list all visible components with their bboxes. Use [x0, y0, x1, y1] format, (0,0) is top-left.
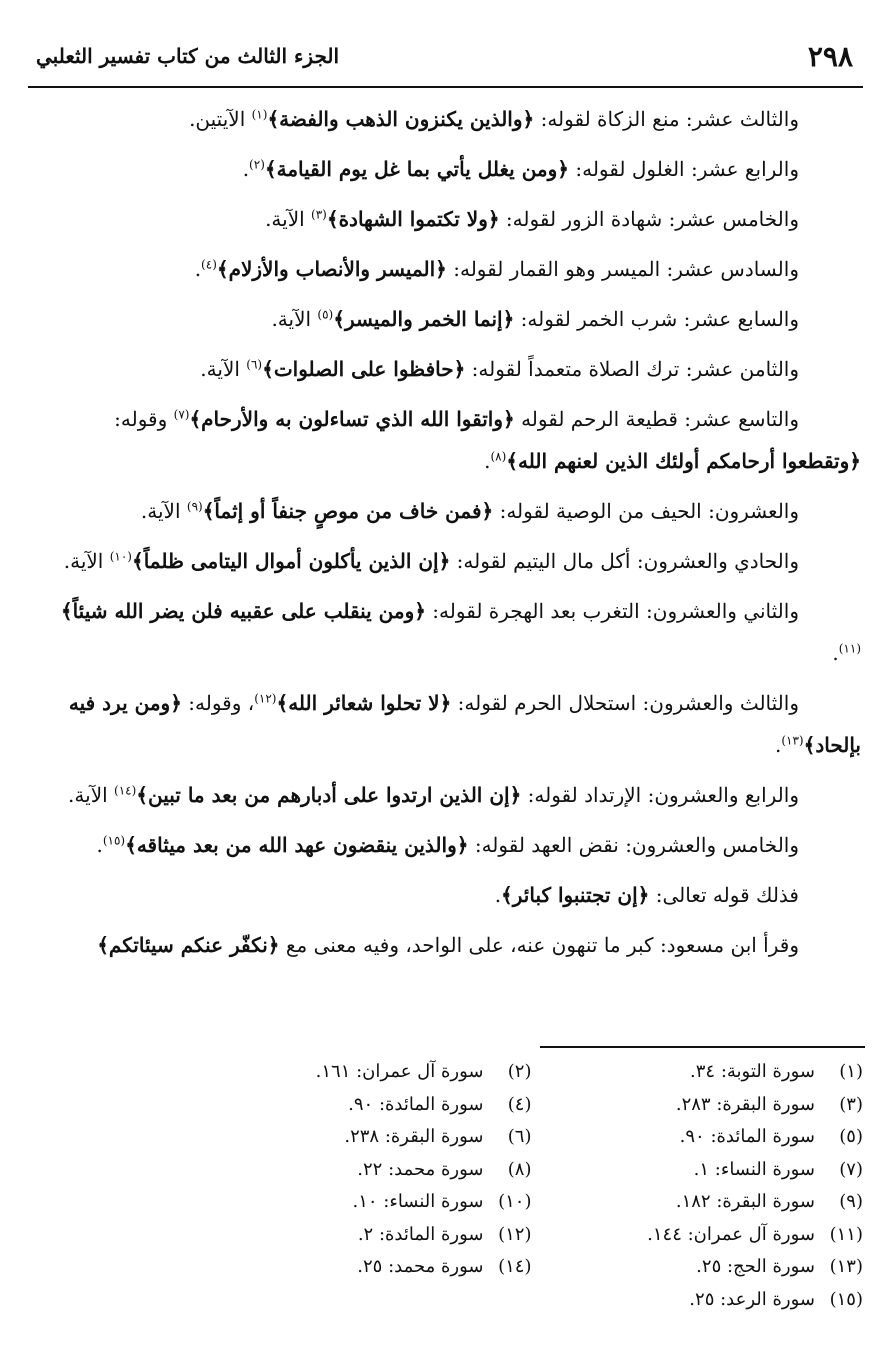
- paragraph-text: فذلك قوله تعالى:: [649, 883, 799, 907]
- footnote-marker: (٣): [311, 207, 327, 222]
- footnote-item: [240, 1121, 532, 1154]
- paragraph-text: والسابع عشر: شرب الخمر لقوله:: [514, 307, 799, 331]
- quran-verse: ومن يغلل يأتي بما غل يوم القيامة: [276, 157, 558, 181]
- footnote-text: سورة التوبة: ٣٤.: [690, 1061, 815, 1082]
- verse-open-bracket-icon: ﴿: [503, 407, 515, 431]
- footnote-text: سورة محمد: ٢٢.: [357, 1158, 484, 1180]
- footnote-marker: (٥): [317, 307, 334, 322]
- verse-open-bracket-icon: ﴿: [439, 691, 452, 715]
- verse-open-bracket-icon: ﴿: [522, 107, 535, 131]
- paragraph-text: الآية.: [63, 549, 110, 573]
- footnotes: [240, 1056, 863, 1316]
- paragraph-text: والثالث عشر: منع الزكاة لقوله:: [534, 107, 799, 131]
- footnote-number: (٩): [839, 1191, 863, 1212]
- main-text: [34, 98, 861, 974]
- footnote-number: (٣): [839, 1093, 863, 1115]
- verse-close-bracket-icon: ﴾: [202, 499, 215, 523]
- paragraph-text: وقرأ ابن مسعود: كبر ما تنهون عنه، على الواحد، وفيه معنى مع: [279, 933, 799, 957]
- footnote-marker: (١٠): [109, 549, 132, 564]
- footnote-item: [572, 1251, 864, 1284]
- footnote-text: سورة المائدة: ٩٠.: [348, 1093, 484, 1115]
- paragraph-text: .: [774, 733, 782, 757]
- footnote-text: سورة النساء: ١.: [693, 1158, 815, 1180]
- paragraph-text: والثامن عشر: ترك الصلاة متعمداً لقوله:: [465, 357, 799, 381]
- quran-verse: إن تجتنبوا كبائر: [512, 883, 638, 907]
- paragraph: [34, 682, 861, 766]
- quran-verse: الميسر والأنصاب والأزلام: [228, 257, 436, 281]
- paragraph-text: والخامس والعشرون: نقض العهد لقوله:: [468, 833, 799, 857]
- paragraph: [34, 490, 861, 532]
- paragraph: [34, 98, 861, 140]
- footnote-marker: (١٣): [781, 733, 804, 748]
- footnote-number: (١): [839, 1061, 863, 1082]
- verse-close-bracket-icon: ﴾: [97, 933, 109, 957]
- quran-verse: وتقطعوا أرحامكم أولئك الذين لعنهم الله: [518, 449, 850, 473]
- footnote-number: (١١): [829, 1223, 863, 1245]
- paragraph-text: والثالث والعشرون: استحلال الحرم لقوله:: [451, 691, 799, 715]
- paragraph: [34, 540, 861, 582]
- paragraph-text: .: [484, 449, 491, 473]
- paragraph-text: والثاني والعشرون: التغرب بعد الهجرة لقوله:: [425, 599, 799, 623]
- footnote-text: سورة الحج: ٢٥.: [696, 1256, 815, 1277]
- verse-open-bracket-icon: ﴿: [557, 157, 570, 181]
- verse-close-bracket-icon: ﴾: [264, 157, 277, 181]
- verse-open-bracket-icon: ﴿: [435, 257, 447, 281]
- verse-open-bracket-icon: ﴿: [509, 783, 522, 807]
- footnote-marker: (١٥): [102, 833, 126, 848]
- quran-verse: والذين ينقضون عهد الله من بعد ميثاقه: [136, 833, 457, 857]
- footnote-item: [240, 1186, 532, 1219]
- paragraph-text: والحادي والعشرون: أكل مال اليتيم لقوله:: [450, 549, 799, 573]
- paragraph-text: الآية.: [265, 207, 312, 231]
- quran-verse: لا تحلوا شعائر الله: [288, 691, 440, 715]
- paragraph: [34, 198, 861, 240]
- paragraph-text: الآية.: [140, 499, 187, 523]
- paragraph-text: والتاسع عشر: قطيعة الرحم لقوله: [514, 407, 799, 431]
- paragraph-text: ، وقوله:: [181, 691, 255, 715]
- verse-open-bracket-icon: ﴿: [453, 357, 466, 381]
- footnote-text: سورة الرعد: ٢٥.: [689, 1288, 815, 1310]
- paragraph-text: .: [194, 257, 202, 281]
- footnote-item: [572, 1186, 864, 1219]
- footnote-text: سورة المائدة: ٢.: [357, 1223, 484, 1245]
- paragraph: [34, 248, 861, 290]
- footnote-item: [572, 1284, 864, 1317]
- footnote-text: سورة البقرة: ٢٨٣.: [675, 1093, 815, 1115]
- footnote-number: (٢): [507, 1061, 532, 1082]
- paragraph-text: والرابع والعشرون: الإرتداد لقوله:: [521, 783, 799, 807]
- verse-open-bracket-icon: ﴿: [170, 691, 182, 715]
- verse-open-bracket-icon: ﴿: [481, 499, 494, 523]
- footnote-item: [240, 1251, 532, 1284]
- footnote-item: [240, 1219, 532, 1252]
- footnote-number: (٨): [507, 1158, 532, 1180]
- paragraph-text: والخامس عشر: شهادة الزور لقوله:: [499, 207, 799, 231]
- verse-open-bracket-icon: ﴿: [456, 833, 469, 857]
- footnote-marker: (٧): [173, 407, 190, 422]
- quran-verse: والذين يكنزون الذهب والفضة: [279, 107, 523, 131]
- footnote-marker: (١٢): [254, 691, 277, 706]
- paragraph-text: .: [96, 833, 103, 857]
- verse-close-bracket-icon: ﴾: [501, 883, 513, 907]
- quran-verse: نكفّر عنكم سيئاتكم: [108, 933, 268, 957]
- quran-verse: واتقوا الله الذي تساءلون به والأرحام: [201, 407, 503, 431]
- footnote-number: (٤): [507, 1093, 532, 1115]
- verse-open-bracket-icon: ﴿: [637, 883, 650, 907]
- footnote-marker: (٨): [490, 449, 507, 464]
- paragraph-text: وقوله:: [114, 407, 174, 431]
- footnote-item: [240, 1089, 532, 1122]
- page-header: [28, 38, 863, 88]
- verse-open-bracket-icon: ﴿: [502, 307, 515, 331]
- footnote-item: [572, 1056, 864, 1089]
- quran-verse: إن الذين يأكلون أموال اليتامى ظلماً: [143, 549, 439, 573]
- paragraph: [34, 348, 861, 390]
- footnote-item: [572, 1089, 864, 1122]
- quran-verse: فمن خاف من موصٍ جنفاً أو إثماً: [214, 499, 482, 523]
- footnote-item: [572, 1121, 864, 1154]
- footnote-marker: (٩): [186, 499, 203, 514]
- verse-close-bracket-icon: ﴾: [131, 549, 144, 573]
- quran-verse: حافظوا على الصلوات: [273, 357, 454, 381]
- verse-close-bracket-icon: ﴾: [267, 107, 280, 131]
- footnote-marker: (٤): [201, 257, 217, 272]
- footnote-marker: (١): [251, 107, 268, 122]
- verse-open-bracket-icon: ﴿: [438, 549, 451, 573]
- footnote-text: سورة البقرة: ٢٣٨.: [344, 1126, 484, 1147]
- quran-verse: ومن يرد فيه بإلحاد: [68, 691, 861, 757]
- footnote-text: سورة البقرة: ١٨٢.: [675, 1191, 815, 1212]
- paragraph-text: .: [494, 883, 502, 907]
- footnote-number: (١٥): [829, 1288, 863, 1310]
- footnote-marker: (٦): [246, 357, 263, 372]
- footnote-marker: (١١): [838, 641, 861, 656]
- footnote-text: سورة آل عمران: ١٤٤.: [647, 1223, 815, 1245]
- footnote-text: سورة المائدة: ٩٠.: [679, 1126, 815, 1147]
- verse-open-bracket-icon: ﴿: [267, 933, 280, 957]
- verse-close-bracket-icon: ﴾: [216, 257, 229, 281]
- quran-verse: ولا تكتموا الشهادة: [338, 207, 488, 231]
- footnote-item: [240, 1056, 532, 1089]
- footnote-number: (١٤): [498, 1256, 532, 1277]
- footnote-item: [240, 1154, 532, 1187]
- page-number: ٢٩٨: [807, 40, 853, 73]
- verse-open-bracket-icon: ﴿: [414, 599, 426, 623]
- footnote-number: (٧): [839, 1158, 863, 1180]
- verse-close-bracket-icon: ﴾: [125, 833, 137, 857]
- quran-verse: إن الذين ارتدوا على أدبارهم من بعد ما تبين: [148, 783, 510, 807]
- verse-close-bracket-icon: ﴾: [136, 783, 148, 807]
- footnote-marker: (٢): [249, 157, 265, 172]
- quran-verse: إنما الخمر والميسر: [344, 307, 503, 331]
- paragraph-text: الآية.: [68, 783, 115, 807]
- paragraph: [34, 398, 861, 482]
- footnote-text: سورة النساء: ١٠.: [352, 1191, 484, 1212]
- footnote-number: (٥): [839, 1126, 863, 1147]
- paragraph: [34, 590, 861, 674]
- footnote-number: (١٣): [829, 1256, 863, 1277]
- footnote-number: (١٠): [498, 1191, 532, 1212]
- running-title: الجزء الثالث من كتاب تفسير الثعلبي: [36, 44, 339, 68]
- verse-close-bracket-icon: ﴾: [506, 449, 518, 473]
- footnote-item: [572, 1154, 864, 1187]
- footnote-item: [572, 1219, 864, 1252]
- paragraph: [34, 774, 861, 816]
- footnote-text: سورة محمد: ٢٥.: [357, 1256, 484, 1277]
- verse-close-bracket-icon: ﴾: [326, 207, 339, 231]
- verse-close-bracket-icon: ﴾: [333, 307, 345, 331]
- paragraph-text: .: [242, 157, 250, 181]
- verse-close-bracket-icon: ﴾: [803, 733, 816, 757]
- paragraph: [34, 824, 861, 866]
- verse-close-bracket-icon: ﴾: [189, 407, 202, 431]
- paragraph: [34, 148, 861, 190]
- paragraph-text: .: [832, 641, 839, 665]
- footnote-separator: [540, 1046, 865, 1048]
- paragraph: [34, 298, 861, 340]
- footnote-marker: (١٤): [114, 783, 137, 798]
- verse-open-bracket-icon: ﴿: [487, 207, 500, 231]
- footnote-number: (١٢): [498, 1223, 532, 1245]
- footnote-number: (٦): [507, 1126, 532, 1147]
- verse-close-bracket-icon: ﴾: [262, 357, 274, 381]
- paragraph-text: والسادس عشر: الميسر وهو القمار لقوله:: [446, 257, 799, 281]
- paragraph-text: والرابع عشر: الغلول لقوله:: [569, 157, 799, 181]
- paragraph-text: الآية.: [271, 307, 318, 331]
- footnote-text: سورة آل عمران: ١٦١.: [315, 1061, 484, 1082]
- verse-close-bracket-icon: ﴾: [276, 691, 289, 715]
- paragraph-text: الآية.: [200, 357, 247, 381]
- paragraph: [34, 924, 861, 966]
- verse-close-bracket-icon: ﴾: [60, 599, 73, 623]
- verse-open-bracket-icon: ﴿: [849, 449, 861, 473]
- quran-verse: ومن ينقلب على عقبيه فلن يضر الله شيئاً: [72, 599, 415, 623]
- paragraph-text: الآيتين.: [189, 107, 252, 131]
- paragraph: [34, 874, 861, 916]
- paragraph-text: والعشرون: الحيف من الوصية لقوله:: [493, 499, 799, 523]
